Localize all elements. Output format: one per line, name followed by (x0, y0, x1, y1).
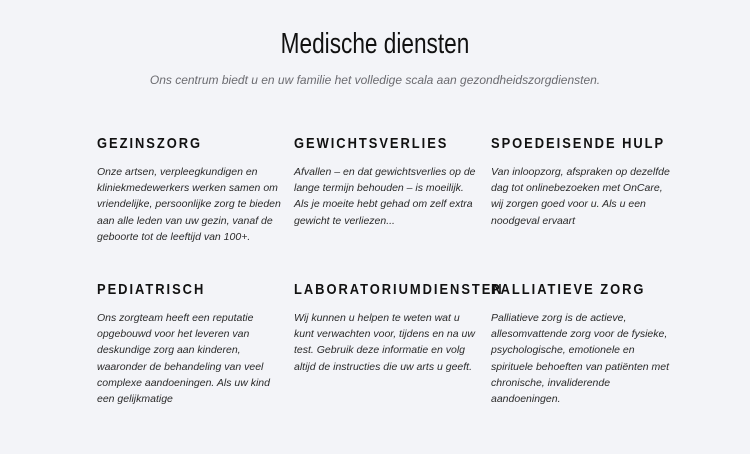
service-card-gewichtsverlies (294, 135, 479, 229)
service-description: Afvallen – en dat gewichtsverlies op de lange termijn behouden – is moeilijk. Als je moeite hebt gehad om zelf extra gewicht te verliezen... (294, 166, 476, 227)
service-title: PEDIATRISCH (97, 281, 206, 298)
service-title: PALLIATIEVE ZORG (491, 281, 646, 298)
service-card-gezinszorg (97, 135, 282, 245)
service-title: SPOEDEISENDE HULP (491, 135, 666, 152)
service-description: Palliatieve zorg is de actieve, allesomvattende zorg voor de fysieke, psychologische, emotionele en spirituele behoeften van patiënten met chronische, invaliderende aandoeningen. (491, 312, 670, 406)
service-card-spoedeisende-hulp (491, 135, 676, 229)
service-title: LABORATORIUMDIENSTEN (294, 281, 504, 298)
service-description: Wij kunnen u helpen te weten wat u kunt verwachten voor, tijdens en na uw test. Gebruik deze informatie en volg altijd de instructies die uw arts u geeft. (294, 312, 475, 373)
service-description: Onze artsen, verpleegkundigen en kliniekmedewerkers werken samen om vriendelijke, persoonlijke zorg te bieden aan alle leden van uw gezin, vanaf de geboorte tot de leeftijd van 100+. (97, 166, 281, 243)
service-title: GEWICHTSVERLIES (294, 135, 449, 152)
service-card-pediatrisch (97, 281, 282, 407)
page-title: Medische diensten (280, 28, 470, 60)
page-subtitle: Ons centrum biedt u en uw familie het volledige scala aan gezondheidszorgdiensten. (149, 73, 601, 87)
service-description: Ons zorgteam heeft een reputatie opgebouwd voor het leveren van deskundige zorg aan kinderen, waaronder de behandeling van veel complexe aandoeningen. Als uw kind een gelijkmatige (97, 312, 270, 406)
service-card-laboratoriumdiensten (294, 281, 504, 375)
service-card-palliatieve-zorg (491, 281, 676, 407)
service-title: GEZINSZORG (97, 135, 203, 152)
service-description: Van inloopzorg, afspraken op dezelfde dag tot onlinebezoeken met OnCare, wij zorgen goed voor u. Als u een noodgeval ervaart (491, 166, 670, 227)
